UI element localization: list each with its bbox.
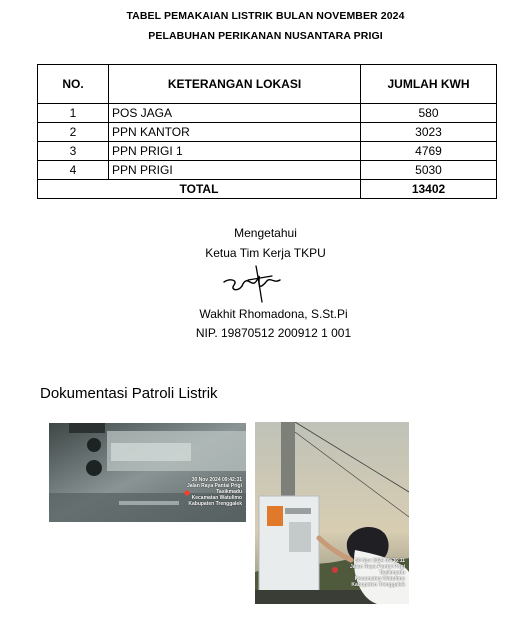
signer-role: Ketua Tim Kerja TKPU	[205, 246, 326, 260]
row-location: PPN PRIGI	[109, 161, 361, 180]
table-row	[38, 123, 497, 142]
row-number: 3	[38, 142, 109, 161]
column-header-location: KETERANGAN LOKASI	[109, 65, 361, 104]
row-kwh: 580	[361, 104, 497, 123]
electricity-meter-image	[49, 423, 246, 522]
table-total-row	[38, 180, 497, 199]
meter-photo	[49, 423, 246, 522]
photo-timestamp: 30 Nov 2024 09:42:31 Jalan Raya Pantai Prigi Tasikmadu Kecamatan Watulimo Kabupaten Trenggalek	[186, 477, 242, 507]
row-location: PPN KANTOR	[109, 123, 361, 142]
row-number: 1	[38, 104, 109, 123]
signer-name: Wakhit Rhomadona, S.St.Pi	[199, 307, 348, 321]
total-label: TOTAL	[38, 180, 361, 199]
total-value: 13402	[361, 180, 497, 199]
row-kwh: 5030	[361, 161, 497, 180]
row-location: PPN PRIGI 1	[109, 142, 361, 161]
row-kwh: 3023	[361, 123, 497, 142]
document-subtitle: PELABUHAN PERIKANAN NUSANTARA PRIGI	[148, 30, 383, 42]
table-row	[38, 104, 497, 123]
patrol-photo	[255, 422, 409, 604]
row-kwh: 4769	[361, 142, 497, 161]
column-header-no: NO.	[38, 65, 109, 104]
row-number: 4	[38, 161, 109, 180]
acknowledged-label: Mengetahui	[234, 226, 297, 240]
row-location: POS JAGA	[109, 104, 361, 123]
handwritten-signature	[218, 262, 286, 306]
documentation-heading: Dokumentasi Patroli Listrik	[40, 385, 218, 402]
document-title: TABEL PEMAKAIAN LISTRIK BULAN NOVEMBER 2024	[126, 10, 405, 22]
signer-nip: NIP. 19870512 200912 1 001	[195, 326, 352, 340]
column-header-kwh: JUMLAH KWH	[361, 65, 497, 104]
photo-timestamp: 30 Nov 2024 09:36:11 Jalan Raya Pantai Prigi Tasikmadu Kecamatan Watulimo Kabupaten Trenggalek	[349, 558, 405, 588]
row-number: 2	[38, 123, 109, 142]
table-header-row	[38, 65, 497, 104]
table-row	[38, 142, 497, 161]
electricity-usage-table	[37, 64, 497, 199]
table-row	[38, 161, 497, 180]
